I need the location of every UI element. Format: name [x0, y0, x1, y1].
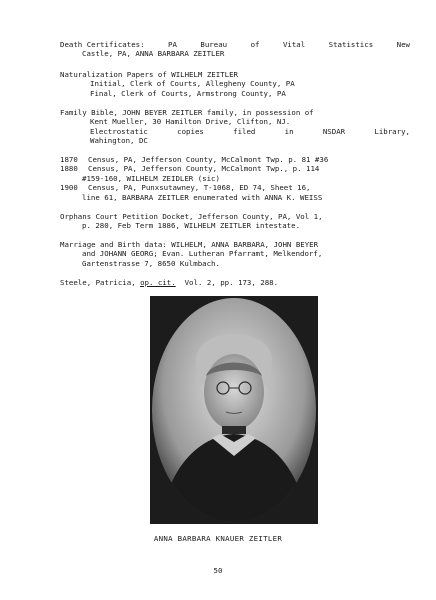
naturalization-line-2: Initial, Clerk of Courts, Allegheny County, PA	[90, 79, 295, 89]
family-bible-line-2: Kent Mueller, 30 Hamilton Drive, Clifton, NJ.	[90, 117, 291, 127]
death-certificates-line-1: Death Certificates: PA Bureau of Vital Statistics New	[60, 40, 410, 49]
death-label: Death Certificates:	[60, 40, 145, 49]
census-1880-continued: #159-160, WILHELM ZEIDLER (sic)	[82, 173, 220, 183]
census-1900-continued: line 61, BARBARA ZEITLER enumerated with ANNA K. WEISS	[82, 192, 323, 202]
death-certificates-line-2: Castle, PA, ANNA BARBARA ZEITLER	[82, 49, 225, 59]
orphans-court-line-2: p. 280, Feb Term 1886, WILHELM ZEITLER intestate.	[82, 221, 301, 231]
orphans-court-line-1: Orphans Court Petition Docket, Jefferson County, PA, Vol 1,	[60, 212, 323, 221]
marriage-birth-line-3: Gartenstrasse 7, 8650 Kulmbach.	[82, 258, 220, 268]
census-year: 1880	[60, 164, 78, 174]
op-cit: op. cit.	[140, 278, 176, 287]
naturalization-line-3: Final, Clerk of Courts, Armstrong County, PA	[90, 88, 286, 98]
death-certificates-entry	[60, 40, 410, 59]
naturalization-line-1: Naturalization Papers of WILHELM ZEITLER	[60, 70, 238, 79]
photo-caption: ANNA BARBARA KNAUER ZEITLER	[153, 534, 283, 543]
census-1880	[60, 164, 410, 173]
census-entries	[60, 155, 410, 202]
census-1870	[60, 155, 410, 164]
naturalization-entry	[60, 70, 410, 98]
census-year: 1870	[60, 155, 78, 164]
census-text: Census, PA, Punxsutawney, T-1068, ED 74, Sheet 16,	[88, 183, 311, 193]
steele-line: Steele, Patricia, op. cit. Vol. 2, pp. 173, 288.	[60, 278, 279, 287]
steele-entry	[60, 278, 410, 287]
family-bible-line-4: Wahington, DC	[90, 136, 148, 146]
portrait-photo	[150, 296, 318, 524]
portrait-image	[150, 296, 318, 524]
census-1900	[60, 183, 410, 192]
census-text: Census, PA, Jefferson County, McCalmont Twp. p. 81 #36	[88, 155, 329, 164]
census-year: 1900	[60, 183, 78, 193]
page-number: 50	[213, 566, 223, 575]
marriage-birth-line-1: Marriage and Birth data: WILHELM, ANNA BARBARA, JOHN BEYER	[60, 240, 319, 249]
marriage-birth-line-2: and JOHANN GEORG; Evan. Lutheran Pfarramt, Melkendorf,	[82, 249, 323, 259]
orphans-court-entry	[60, 212, 410, 231]
marriage-birth-entry	[60, 240, 410, 268]
family-bible-line-1: Family Bible, JOHN BEYER ZEITLER family, in possession of	[60, 108, 314, 117]
family-bible-entry	[60, 108, 410, 146]
census-text: Census, PA, Jefferson County, McCalmont Twp., p. 114	[88, 164, 320, 174]
family-bible-line-3: Electrostatic copies filed in NSDAR Library,	[90, 126, 410, 136]
